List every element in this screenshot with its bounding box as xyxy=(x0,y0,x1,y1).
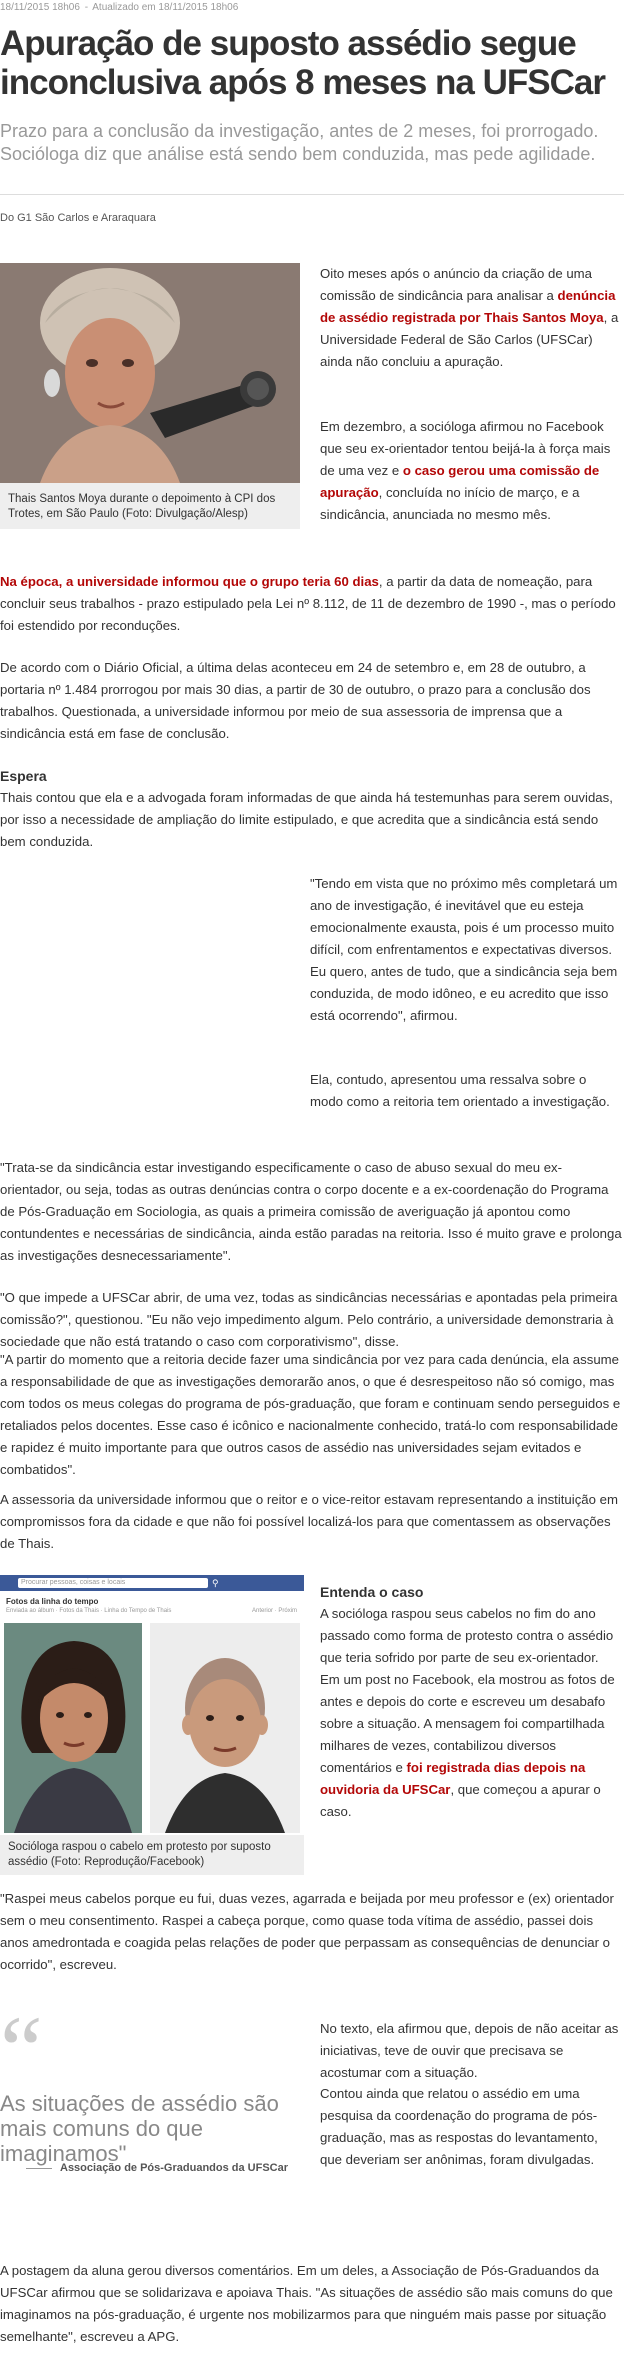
link-comissao[interactable]: o caso gerou uma comissão de apuração xyxy=(320,463,600,500)
paragraph-10: "A partir do momento que a reitoria decide fazer uma sindicância por vez para cada denúncia, ela assume a responsabilidade de que as investigações demorarão anos, o que é desrespeitoso não só comigo, mas com todos os meus colegas do programa de pós-graduação, que foram e continuam sendo perseguidos e retaliados pelos docentes. Esse caso é icônico e nacionalmente conhecido, tratá-lo com responsabilidade e rapidez é muito importante para que outros casos de assédio nas universidades sejam evitados e combatidos". xyxy=(0,1352,621,1477)
paragraph-14: No texto, ela afirmou que, depois de não aceitar as iniciativas, teve de ouvir que precisava se acostumar com a situação. xyxy=(320,2021,619,2080)
photo-caption: Thais Santos Moya durante o depoimento à CPI dos Trotes, em São Paulo (Foto: Divulgação/Alesp) xyxy=(8,493,276,520)
link-60-dias[interactable]: Na época, a universidade informou que o grupo teria 60 dias xyxy=(0,574,379,589)
headline: Apuração de suposto assédio segue inconclusiva após 8 meses na UFSCar xyxy=(0,24,605,102)
photo-after-shaved-icon xyxy=(150,1623,300,1833)
date-separator: - xyxy=(84,2,89,13)
paragraph-12: A socióloga raspou seus cabelos no fim do ano passado como forma de protesto contra o assédio que teria sofrido por parte de seu ex-orientador. Em um post no Facebook, ela mostrou as fotos de antes e depois do corte e escreveu um desabafo sobre a situação. A mensagem foi compartilhada milhares de vezes, contabilizou diversos comentários e foi registrada dias depois na ouvidoria da UFSCar, que começou a apurar o caso. xyxy=(320,1606,615,1819)
photo-caption-2: Socióloga raspou o cabelo em protesto por suposto assédio (Foto: Reprodução/Facebook) xyxy=(8,1841,271,1868)
album-nav: Anterior · Próxim xyxy=(252,1608,298,1614)
source-dash xyxy=(26,2168,52,2169)
quote-mark-icon: “ xyxy=(0,1996,43,2103)
paragraph-16: A postagem da aluna gerou diversos comentários. Em um deles, a Associação de Pós-Graduandos da UFSCar afirmou que se solidarizava e apoiava Thais. "As situações de assédio são mais comuns do que imaginamos na pós-graduação, é urgente nos mobilizarmos para que ninguém mais passe por situação semelhante", escreveu a APG. xyxy=(0,2263,613,2344)
paragraph-13: "Raspei meus cabelos porque eu fui, duas vezes, agarrada e beijada por meu professor e (ex) orientador sem o meu consentimento. Raspei a cabeça porque, como quase toda vítima de assédio, passei dois anos amedrontada e coagida pelas relações de poder que perpassam as consequências de denunciar o ocorrido", escreveu. xyxy=(0,1891,614,1972)
facebook-search-input: Procurar pessoas, coisas e locais xyxy=(18,1578,208,1588)
album-title: Fotos da linha do tempo xyxy=(6,1597,99,1606)
subheading-entenda: Entenda o caso xyxy=(320,1584,424,1600)
facebook-screenshot xyxy=(0,1575,304,1835)
photo-woman-speaking-icon xyxy=(0,263,300,483)
updated-date: Atualizado em 18/11/2015 18h06 xyxy=(92,2,239,13)
paragraph-15: Contou ainda que relatou o assédio em uma pesquisa da coordenação do programa de pós-graduação, mas as respostas do levantamento, que deveriam ser anônimas, foram divulgadas. xyxy=(320,2086,598,2167)
pull-quote: As situações de assédio são mais comuns do que imaginamos" xyxy=(0,2091,279,2166)
paragraph-1: Oito meses após o anúncio da criação de uma comissão de sindicância para analisar a denúncia de assédio registrada por Thais Santos Moya, a Universidade Federal de São Carlos (UFSCar) ainda não concluiu a apuração. xyxy=(320,266,619,369)
paragraph-7: Ela, contudo, apresentou uma ressalva sobre o modo como a reitoria tem orientado a investigação. xyxy=(310,1072,610,1109)
photo-figure-thais[interactable] xyxy=(0,263,300,529)
facebook-search-icon: ⚲ xyxy=(212,1578,219,1588)
pull-quote-source: Associação de Pós-Graduandos da UFSCar xyxy=(26,2162,288,2174)
photo-before-haircut-icon xyxy=(4,1623,142,1833)
paragraph-3: Na época, a universidade informou que o grupo teria 60 dias, a partir da data de nomeação, para concluir seus trabalhos - prazo estipulado pela Lei nº 8.112, de 11 de dezembro de 1990 -, mas o período foi estendido por reconduções. xyxy=(0,574,616,633)
paragraph-11: A assessoria da universidade informou que o reitor e o vice-reitor estavam representando a instituição em compromissos fora da cidade e que não foi possível localizá-los para que comentassem as observações de Thais. xyxy=(0,1492,618,1551)
subtitle: Prazo para a conclusão da investigação, antes de 2 meses, foi prorrogado. Socióloga diz que análise está sendo bem conduzida, mas pede agilidade. xyxy=(0,121,599,164)
published-date: 18/11/2015 18h06 xyxy=(0,2,80,13)
paragraph-2: Em dezembro, a socióloga afirmou no Facebook que seu ex-orientador tentou beijá-la à força mais de uma vez e o caso gerou uma comissão de apuração, concluída no início de março, e a sindicância, anunciada no mesmo mês. xyxy=(320,419,611,522)
paragraph-5: Thais contou que ela e a advogada foram informadas de que ainda há testemunhas para serem ouvidas, por isso a necessidade de ampliação do limite estipulado, e que acredita que a sindicância está sendo bem conduzida. xyxy=(0,790,613,849)
article-dates xyxy=(0,2,238,13)
link-ouvidoria[interactable]: foi registrada dias depois na ouvidoria da UFSCar xyxy=(320,1760,586,1797)
divider xyxy=(0,194,624,195)
photo-figure-facebook[interactable] xyxy=(0,1575,304,1875)
paragraph-8: "Trata-se da sindicância estar investigando especificamente o caso de abuso sexual do meu ex-orientador, ou seja, todas as outras denúncias contra o corpo docente e a ex-coordenação do Programa de Pós-Graduação em Sociologia, as quais a primeira comissão de averiguação já apontou como contundentes e necessárias de sindicância, ainda estão paradas na reitoria. Isso é muito grave e prolonga as investigações desnecessariamente". xyxy=(0,1160,622,1263)
paragraph-6: "Tendo em vista que no próximo mês completará um ano de investigação, é inevitável que eu esteja emocionalmente exausta, pois é um processo muito difícil, com enfrentamentos e expectativas diversos. Eu quero, antes de tudo, que a sindicância seja bem conduzida, de modo idôneo, e eu acredito que isso está ocorrendo", afirmou. xyxy=(310,876,618,1023)
link-denuncia[interactable]: denúncia de assédio registrada por Thais Santos Moya xyxy=(320,288,616,325)
subheading-espera: Espera xyxy=(0,768,47,784)
album-meta: Enviada ao álbum · Fotos da Thais · Linha do Tempo de Thais xyxy=(6,1608,172,1614)
byline: Do G1 São Carlos e Araraquara xyxy=(0,212,156,224)
paragraph-4: De acordo com o Diário Oficial, a última delas aconteceu em 24 de setembro e, em 28 de outubro, a portaria nº 1.484 prorrogou por mais 30 dias, a partir de 30 de outubro, o prazo para a conclusão dos trabalhos. Questionada, a universidade informou por meio de sua assessoria de imprensa que a sindicância está em fase de conclusão. xyxy=(0,660,591,741)
facebook-topbar xyxy=(0,1575,304,1591)
paragraph-9: "O que impede a UFSCar abrir, de uma vez, todas as sindicâncias necessárias e apontadas pela primeira comissão?", questionou. "Eu não vejo impedimento algum. Pelo contrário, a universidade demonstraria à sociedade que não está tratando o caso com corporativismo", disse. xyxy=(0,1290,618,1349)
